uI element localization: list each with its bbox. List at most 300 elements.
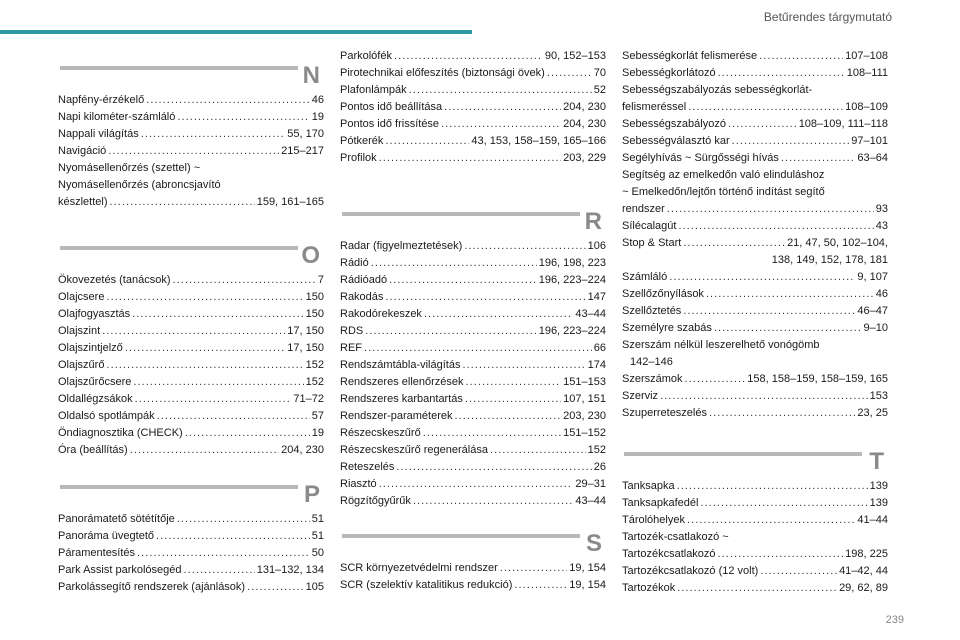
dot-leader bbox=[660, 388, 868, 405]
entry-term: Tanksapkafedél bbox=[622, 497, 699, 509]
section-letter: N bbox=[302, 62, 320, 89]
entry-term: Plafonlámpák bbox=[340, 84, 407, 96]
entry-term: Számláló bbox=[622, 271, 668, 283]
index-entry bbox=[58, 126, 324, 143]
entry-pages: 108–109 bbox=[845, 101, 888, 113]
entry-pages: 107–108 bbox=[845, 50, 888, 62]
entry-pages: 70 bbox=[593, 67, 606, 79]
entry-pages: 152 bbox=[587, 444, 606, 456]
entry-pages: 17, 150 bbox=[287, 325, 324, 337]
index-entry bbox=[58, 357, 324, 374]
header-accent-bar bbox=[0, 30, 472, 34]
index-entry bbox=[622, 371, 888, 388]
dot-leader bbox=[669, 269, 855, 286]
index-entry bbox=[58, 528, 324, 545]
entry-term: Tartozékcsatlakozó bbox=[622, 548, 716, 560]
index-entry bbox=[622, 99, 888, 116]
index-entry bbox=[340, 577, 606, 594]
entry-term: Részecskeszűrő bbox=[340, 427, 421, 439]
dot-leader bbox=[413, 493, 573, 510]
entry-term: Rádióadó bbox=[340, 274, 388, 286]
dot-leader bbox=[714, 320, 862, 337]
entry-term: Park Assist parkolósegéd bbox=[58, 564, 182, 576]
entry-pages: 43–44 bbox=[575, 495, 606, 507]
entry-term: Pótkerék bbox=[340, 135, 384, 147]
dot-leader bbox=[455, 408, 562, 425]
index-entry bbox=[622, 495, 888, 512]
dot-leader bbox=[547, 65, 592, 82]
entry-term: Szellőzőnyílások bbox=[622, 288, 704, 300]
entry-pages: 19 bbox=[311, 427, 324, 439]
entry-term: Rendszer-paraméterek bbox=[340, 410, 453, 422]
entry-pages: 105 bbox=[305, 581, 324, 593]
entry-term: Olajszűrőcsere bbox=[58, 376, 132, 388]
entry-term: SCR (szelektív katalitikus redukció) bbox=[340, 579, 513, 591]
index-entry bbox=[340, 48, 606, 65]
dot-leader bbox=[141, 126, 286, 143]
index-entry bbox=[58, 289, 324, 306]
entry-pages: 196, 198, 223 bbox=[538, 257, 606, 269]
dot-leader bbox=[677, 478, 868, 495]
entry-term: Óra (beállítás) bbox=[58, 444, 128, 456]
dot-leader bbox=[466, 374, 562, 391]
entry-term: RDS bbox=[340, 325, 364, 337]
index-entry bbox=[622, 320, 888, 337]
entry-list bbox=[58, 272, 324, 459]
entry-term: Szerszám nélkül leszerelhető vonógömb bbox=[622, 339, 820, 351]
entry-term: Navigáció bbox=[58, 145, 107, 157]
entry-term: Tartozékcsatlakozó (12 volt) bbox=[622, 565, 759, 577]
entry-pages: 139 bbox=[869, 497, 888, 509]
entry-term: Rakodórekeszek bbox=[340, 308, 422, 320]
section-letter: O bbox=[301, 242, 320, 269]
index-entry bbox=[622, 529, 888, 546]
section-divider bbox=[342, 534, 580, 538]
dot-leader bbox=[759, 48, 843, 65]
entry-pages: 196, 223–224 bbox=[538, 274, 606, 286]
dot-leader bbox=[110, 194, 255, 211]
entry-term: Nappali világítás bbox=[58, 128, 139, 140]
entry-pages: 203, 230 bbox=[563, 410, 606, 422]
index-entry bbox=[58, 374, 324, 391]
entry-term: Páramentesítés bbox=[58, 547, 136, 559]
index-entry bbox=[622, 269, 888, 286]
index-entry bbox=[58, 511, 324, 528]
entry-pages: 203, 229 bbox=[563, 152, 606, 164]
entry-term: Ökovezetés (tanácsok) bbox=[58, 274, 171, 286]
entry-pages: 108–111 bbox=[846, 67, 888, 79]
entry-term: Oldallégzsákok bbox=[58, 393, 133, 405]
entry-pages: 29, 62, 89 bbox=[839, 582, 888, 594]
entry-term: Panorámatető sötétítője bbox=[58, 513, 175, 525]
entry-pages: 151–152 bbox=[563, 427, 606, 439]
entry-term: Rádió bbox=[340, 257, 369, 269]
entry-term: készlettel) bbox=[58, 196, 108, 208]
entry-pages: 150 bbox=[305, 291, 324, 303]
entry-term: ~ Emelkedőn/lejtőn történő indítást segítő bbox=[622, 186, 825, 198]
dot-leader bbox=[389, 272, 537, 289]
entry-term: Oldalsó spotlámpák bbox=[58, 410, 155, 422]
dot-leader bbox=[130, 442, 279, 459]
index-entry bbox=[58, 143, 324, 160]
entry-pages: 108–109, 111–118 bbox=[798, 118, 888, 130]
dot-leader bbox=[688, 99, 843, 116]
dot-leader bbox=[132, 306, 303, 323]
index-entry bbox=[340, 340, 606, 357]
entry-list bbox=[58, 511, 324, 596]
entry-pages: 46 bbox=[311, 94, 324, 106]
entry-pages: 196, 223–224 bbox=[538, 325, 606, 337]
dot-leader bbox=[173, 272, 316, 289]
entry-term: Sebességszabályozó bbox=[622, 118, 726, 130]
entry-term: Rakodás bbox=[340, 291, 384, 303]
entry-pages: 66 bbox=[593, 342, 606, 354]
dot-leader bbox=[365, 323, 536, 340]
entry-term: Olajszűrő bbox=[58, 359, 105, 371]
dot-leader bbox=[700, 495, 867, 512]
entry-term: Személyre szabás bbox=[622, 322, 712, 334]
index-entry bbox=[622, 150, 888, 167]
entry-term: Olajfogyasztás bbox=[58, 308, 131, 320]
index-entry bbox=[340, 442, 606, 459]
entry-list bbox=[340, 48, 606, 167]
entry-term: Napfény-érzékelő bbox=[58, 94, 145, 106]
entry-pages: 93 bbox=[875, 203, 888, 215]
entry-pages: 52 bbox=[593, 84, 606, 96]
entry-term: Rendszeres ellenőrzések bbox=[340, 376, 464, 388]
entry-term: REF bbox=[340, 342, 362, 354]
dot-leader bbox=[500, 560, 568, 577]
index-entry bbox=[622, 133, 888, 150]
index-entry bbox=[340, 65, 606, 82]
page-number: 239 bbox=[885, 614, 904, 626]
entry-term: Segélyhívás ~ Sürgősségi hívás bbox=[622, 152, 779, 164]
entry-pages: 106 bbox=[587, 240, 606, 252]
entry-pages: 26 bbox=[593, 461, 606, 473]
dot-leader bbox=[444, 99, 561, 116]
entry-term: Panoráma üvegtető bbox=[58, 530, 155, 542]
entry-pages: 51 bbox=[311, 530, 324, 542]
dot-leader bbox=[247, 579, 304, 596]
entry-term: Pirotechnikai előfeszítés (biztonsági övek) bbox=[340, 67, 545, 79]
dot-leader bbox=[106, 289, 303, 306]
entry-term: Rendszeres karbantartás bbox=[340, 393, 463, 405]
entry-list bbox=[340, 238, 606, 510]
dot-leader bbox=[683, 303, 855, 320]
index-entry bbox=[622, 235, 888, 252]
entry-pages: 43–44 bbox=[575, 308, 606, 320]
entry-pages: 43 bbox=[875, 220, 888, 232]
entry-pages: 97–101 bbox=[851, 135, 888, 147]
index-entry bbox=[58, 109, 324, 126]
dot-leader bbox=[760, 563, 837, 580]
index-entry bbox=[340, 560, 606, 577]
entry-term: Radar (figyelmeztetések) bbox=[340, 240, 463, 252]
index-entry bbox=[58, 579, 324, 596]
index-entry bbox=[622, 252, 888, 269]
index-entry bbox=[58, 545, 324, 562]
index-entry bbox=[58, 194, 324, 211]
index-entry bbox=[622, 218, 888, 235]
dot-leader bbox=[157, 408, 310, 425]
entry-pages: 55, 170 bbox=[287, 128, 324, 140]
entry-pages: 46 bbox=[875, 288, 888, 300]
entry-term: Szuperreteszelés bbox=[622, 407, 707, 419]
dot-leader bbox=[424, 306, 573, 323]
dot-leader bbox=[464, 238, 585, 255]
entry-list bbox=[340, 560, 606, 594]
dot-leader bbox=[462, 357, 585, 374]
index-entry bbox=[58, 323, 324, 340]
entry-pages: 57 bbox=[311, 410, 324, 422]
entry-pages: 147 bbox=[587, 291, 606, 303]
entry-term: rendszer bbox=[622, 203, 665, 215]
entry-term: Szellőztetés bbox=[622, 305, 682, 317]
dot-leader bbox=[125, 340, 285, 357]
index-entry bbox=[622, 286, 888, 303]
dot-leader bbox=[385, 289, 585, 306]
index-entry bbox=[622, 82, 888, 99]
index-entry bbox=[622, 48, 888, 65]
entry-term: Tartozék-csatlakozó ~ bbox=[622, 531, 729, 543]
index-entry bbox=[58, 306, 324, 323]
dot-leader bbox=[718, 65, 845, 82]
index-entry bbox=[340, 255, 606, 272]
section-letter: T bbox=[869, 448, 884, 475]
index-entry bbox=[340, 459, 606, 476]
dot-leader bbox=[106, 357, 303, 374]
entry-pages: 204, 230 bbox=[563, 118, 606, 130]
entry-term: felismeréssel bbox=[622, 101, 687, 113]
index-entry bbox=[340, 476, 606, 493]
entry-term: Pontos idő frissítése bbox=[340, 118, 440, 130]
dot-leader bbox=[709, 405, 855, 422]
index-entry bbox=[340, 425, 606, 442]
dot-leader bbox=[423, 425, 561, 442]
dot-leader bbox=[683, 235, 785, 252]
index-entry bbox=[622, 405, 888, 422]
entry-pages: 215–217 bbox=[281, 145, 324, 157]
dot-leader bbox=[441, 116, 561, 133]
entry-term: Öndiagnosztika (CHECK) bbox=[58, 427, 183, 439]
entry-term: Stop & Start bbox=[622, 237, 682, 249]
dot-leader bbox=[371, 255, 537, 272]
entry-term: Sebességválasztó kar bbox=[622, 135, 730, 147]
entry-pages: 9, 107 bbox=[857, 271, 888, 283]
entry-pages: 29–31 bbox=[575, 478, 606, 490]
entry-pages: 41–42, 44 bbox=[839, 565, 888, 577]
entry-pages: 138, 149, 152, 178, 181 bbox=[771, 254, 888, 266]
dot-leader bbox=[396, 459, 591, 476]
dot-leader bbox=[133, 374, 303, 391]
entry-pages: 204, 230 bbox=[563, 101, 606, 113]
dot-leader bbox=[678, 218, 873, 235]
entry-pages: 7 bbox=[317, 274, 324, 286]
index-entry bbox=[58, 442, 324, 459]
entry-term: Profilok bbox=[340, 152, 377, 164]
dot-leader bbox=[364, 340, 592, 357]
dot-leader bbox=[385, 133, 469, 150]
dot-leader bbox=[685, 371, 746, 388]
entry-term: Reteszelés bbox=[340, 461, 395, 473]
entry-term: Tárolóhelyek bbox=[622, 514, 685, 526]
entry-pages: 50 bbox=[311, 547, 324, 559]
entry-pages: 158, 158–159, 158–159, 165 bbox=[747, 373, 888, 385]
entry-pages: 19, 154 bbox=[569, 562, 606, 574]
dot-leader bbox=[184, 562, 255, 579]
entry-pages: 23, 25 bbox=[857, 407, 888, 419]
index-entry bbox=[622, 167, 888, 184]
index-entry bbox=[58, 177, 324, 194]
index-entry bbox=[340, 99, 606, 116]
entry-pages: 152 bbox=[305, 359, 324, 371]
entry-pages: 153 bbox=[869, 390, 888, 402]
entry-term: Nyomásellenőrzés (abroncsjavító bbox=[58, 179, 221, 191]
entry-pages: 71–72 bbox=[293, 393, 324, 405]
index-entry bbox=[622, 580, 888, 597]
index-entry bbox=[58, 92, 324, 109]
index-entry bbox=[58, 425, 324, 442]
index-entry bbox=[340, 150, 606, 167]
entry-term: Sebességkorlát felismerése bbox=[622, 50, 758, 62]
dot-leader bbox=[677, 580, 837, 597]
entry-pages: 139 bbox=[869, 480, 888, 492]
index-entry bbox=[340, 238, 606, 255]
entry-term: Rögzítőgyűrűk bbox=[340, 495, 411, 507]
entry-pages: 17, 150 bbox=[287, 342, 324, 354]
index-entry bbox=[622, 563, 888, 580]
index-entry bbox=[622, 184, 888, 201]
index-entry bbox=[622, 116, 888, 133]
index-entry bbox=[622, 303, 888, 320]
entry-pages: 46–47 bbox=[857, 305, 888, 317]
dot-leader bbox=[490, 442, 586, 459]
entry-term: Olajcsere bbox=[58, 291, 105, 303]
dot-leader bbox=[177, 109, 309, 126]
index-entry bbox=[622, 388, 888, 405]
entry-pages: 204, 230 bbox=[281, 444, 324, 456]
index-entry bbox=[622, 65, 888, 82]
entry-pages: 174 bbox=[587, 359, 606, 371]
index-entry bbox=[58, 272, 324, 289]
dot-leader bbox=[409, 82, 592, 99]
index-entry bbox=[340, 408, 606, 425]
entry-pages: 150 bbox=[305, 308, 324, 320]
entry-pages: 152 bbox=[305, 376, 324, 388]
index-entry bbox=[58, 160, 324, 177]
dot-leader bbox=[177, 511, 310, 528]
entry-pages: 51 bbox=[311, 513, 324, 525]
dot-leader bbox=[732, 133, 850, 150]
dot-leader bbox=[135, 391, 292, 408]
index-entry bbox=[622, 512, 888, 529]
dot-leader bbox=[728, 116, 797, 133]
dot-leader bbox=[379, 476, 574, 493]
index-entry bbox=[340, 493, 606, 510]
entry-term: Sílécalagút bbox=[622, 220, 677, 232]
index-entry bbox=[340, 374, 606, 391]
dot-leader bbox=[465, 391, 561, 408]
entry-term: 142–146 bbox=[630, 356, 673, 368]
entry-pages: 43, 153, 158–159, 165–166 bbox=[471, 135, 606, 147]
section-divider bbox=[60, 66, 298, 70]
index-entry bbox=[58, 408, 324, 425]
entry-term: Nyomásellenőrzés (szettel) ~ bbox=[58, 162, 201, 174]
index-entry bbox=[340, 391, 606, 408]
entry-term: Részecskeszűrő regenerálása bbox=[340, 444, 488, 456]
entry-term: Tartozékok bbox=[622, 582, 676, 594]
section-divider bbox=[342, 212, 580, 216]
entry-pages: 9–10 bbox=[863, 322, 888, 334]
dot-leader bbox=[156, 528, 310, 545]
entry-term: Tanksapka bbox=[622, 480, 675, 492]
index-entry bbox=[622, 201, 888, 218]
dot-leader bbox=[394, 48, 543, 65]
entry-term: Szerszámok bbox=[622, 373, 683, 385]
page-header-title: Betűrendes tárgymutató bbox=[763, 10, 892, 24]
index-entry bbox=[340, 306, 606, 323]
section-divider bbox=[60, 485, 298, 489]
entry-term: Olajszintjelző bbox=[58, 342, 123, 354]
dot-leader bbox=[781, 150, 856, 167]
index-entry bbox=[340, 82, 606, 99]
entry-pages: 159, 161–165 bbox=[256, 196, 324, 208]
entry-term: Szerviz bbox=[622, 390, 659, 402]
dot-leader bbox=[108, 143, 279, 160]
index-entry bbox=[58, 391, 324, 408]
index-entry bbox=[340, 323, 606, 340]
index-entry bbox=[58, 340, 324, 357]
dot-leader bbox=[185, 425, 310, 442]
index-entry bbox=[622, 546, 888, 563]
dot-leader bbox=[706, 286, 874, 303]
index-entry bbox=[340, 272, 606, 289]
entry-list bbox=[622, 48, 888, 422]
section-letter: S bbox=[585, 530, 602, 557]
entry-pages: 131–132, 134 bbox=[256, 564, 324, 576]
index-entry bbox=[622, 478, 888, 495]
dot-leader bbox=[102, 323, 285, 340]
index-entry bbox=[622, 337, 888, 354]
entry-pages: 41–44 bbox=[857, 514, 888, 526]
dot-leader bbox=[687, 512, 855, 529]
section-letter: P bbox=[303, 481, 320, 508]
entry-pages: 198, 225 bbox=[845, 548, 888, 560]
dot-leader bbox=[137, 545, 310, 562]
entry-term: Parkolófék bbox=[340, 50, 392, 62]
section-divider bbox=[624, 452, 862, 456]
section-letter: R bbox=[584, 208, 602, 235]
entry-term: Sebességkorlátozó bbox=[622, 67, 716, 79]
index-entry bbox=[622, 354, 888, 371]
entry-pages: 21, 47, 50, 102–104, bbox=[787, 237, 888, 249]
index-entry bbox=[340, 289, 606, 306]
entry-pages: 19 bbox=[311, 111, 324, 123]
entry-pages: 90, 152–153 bbox=[544, 50, 606, 62]
dot-leader bbox=[514, 577, 567, 594]
index-entry bbox=[58, 562, 324, 579]
dot-leader bbox=[667, 201, 874, 218]
index-entry bbox=[340, 357, 606, 374]
entry-term: Olajszint bbox=[58, 325, 101, 337]
dot-leader bbox=[718, 546, 844, 563]
entry-term: Napi kilométer-számláló bbox=[58, 111, 176, 123]
entry-pages: 63–64 bbox=[857, 152, 888, 164]
entry-term: Riasztó bbox=[340, 478, 377, 490]
entry-list bbox=[622, 478, 888, 597]
entry-term: Sebességszabályozás sebességkorlát- bbox=[622, 84, 813, 96]
entry-term: SCR környezetvédelmi rendszer bbox=[340, 562, 498, 574]
